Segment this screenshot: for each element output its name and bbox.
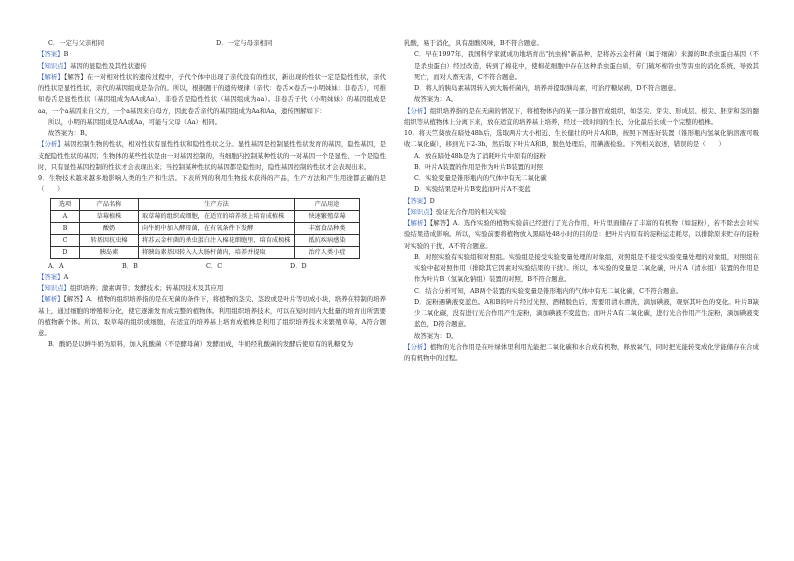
answer-value: A — [63, 272, 69, 281]
analysis-text: 基因控制生物的性状，相对性状有显性性状和隐性性状之分。显性基因是控制显性性状发育的基因，隐性基因，是支配隐性性状的基因；生物体的某些性状是由一对基因控制的，当细胞内控制某种性状的一对基因一个是显性、一个是隐性时，只有显性基因控制的性状才会表现出来；当控制某种性状的基因都是隐性时，隐性基因控制的性状才会表现出来。 — [38, 140, 387, 171]
q10-analysis — [404, 342, 759, 365]
q9-explanation-continued: 乳酸，易于消化，具有甜酸风味，B不符合题意。 — [404, 39, 543, 47]
table-cell: C — [51, 234, 80, 246]
q8-answer — [38, 49, 386, 60]
table-row — [51, 222, 360, 234]
explanation-tag: 【解析】 — [404, 219, 430, 227]
q10-option-d: D．实验结果是叶片B变蓝而叶片A不变蓝 — [414, 185, 531, 194]
q9-option-c: C．C — [206, 261, 223, 270]
q9-explanation-d: D．将人的胰岛素基因转入到大肠杆菌内，培养并提取胰岛素，可治疗糖尿病，D不符合题意。 — [414, 84, 680, 92]
q9-answer — [38, 272, 386, 283]
q9-explanation-c: C．早在1997年，我国科学家就成功地培育出"抗虫棉"新品种，是将苏云金杆菌（属于细菌）来源的Bt杀虫蛋白基因（不是杀虫蛋白）经过改造，转到了棉花中，使棉花细胞中存在这种杀虫蛋白质，专门破坏棉铃虫等害虫的消化系统，导致其死亡，而对人畜无害，C不符合题意。 — [414, 50, 759, 81]
q9-final-answer: 故答案为：A。 — [414, 95, 457, 104]
knowledge-text: 验证光合作用的相关实验 — [435, 207, 507, 216]
table-cell: 快速繁殖草莓 — [295, 210, 360, 222]
q9-option-a: A．A — [48, 261, 64, 270]
q10-explanation-3: C．结合分析可知，AB两个装置的实验变量是锥形瓶内的气体中有无二氧化碳，C不符合题意。 — [414, 286, 683, 295]
q8-option-c: C．一定与父亲相同 — [48, 39, 105, 47]
q9-stem: 9．生物技术越来越多地影响人类的生产和生活。下表所列的利用生物技术获得的产品，生产方法和产生用途都正确的是（ ） — [38, 174, 386, 194]
table-cell: D — [51, 246, 80, 258]
answer-tag: 【答案】 — [404, 196, 430, 205]
table-header-cell: 产品用途 — [295, 198, 360, 210]
q8-options — [38, 38, 386, 49]
q8-option-d: D．一定与母亲相同 — [216, 39, 273, 47]
knowledge-tag: 【知识点】 — [404, 207, 436, 216]
explanation-text: 【解答】A．植物的组织培养指的是在无菌的条件下，将植物的茎尖、茎段或是叶片等切成小块，培养在特制的培养基上，通过细胞的增殖和分化，使它逐渐发育成完整的植物体。利用组织培养技术，可以在短时间内大批量的培育出所需要的植物新个体。所以，取草莓的组织或细胞，在适宜的培养基上培育成植株是利用了组织培养技术来繁殖草莓，A符合题意。 — [38, 295, 387, 337]
q10-option-a: A．放在暗处48h是为了消耗叶片中原有的淀粉 — [414, 151, 546, 160]
explanation-text: 【解答】A．选作实验的植物实验前已经进行了光合作用，叶片里面储存了丰富的有机物（如淀粉），若不除去会对实验结果造成影响。所以，实验前要将植物放入黑暗处48小时的目的是：把叶片内原有的淀粉运走耗尽，以排除原来贮存的淀粉对实验的干扰，A不符合题意。 — [404, 219, 759, 250]
table-cell: 取草莓的组织或细胞，在适宜的培养基上培育成植株 — [139, 210, 295, 222]
answer-value: B — [63, 50, 69, 59]
knowledge-text: 组织培养；激素调节；发酵技术；转基因技术及其应用 — [69, 284, 224, 292]
q10-explanation-1 — [404, 218, 759, 252]
table-row — [51, 234, 360, 246]
q9-explanation-1 — [38, 294, 386, 339]
q10-option-c: C．实验变量是锥形瓶内的气体中有无二氧化碳 — [414, 174, 547, 182]
table-cell: 治疗人类小症 — [295, 246, 360, 258]
explanation-text: 【解答】在一对相对性状的遗传过程中，子代个体中出现了亲代没有的性状，新出现的性状一定是隐性性状，亲代的性状是显性性状，亲代的基因组成是杂合的。所以，根据题干的遗传规律（亲代：卷舌×卷舌→小明妹妹：非卷舌），可推知卷舌是显性性状（基因组成为AA或Aa），非卷舌是隐性性状（基因组成为aa）。非卷舌子代（小明妹妹）的基因组成是aa，一个a基因来自父方，一个a基因来自母方，因此卷舌亲代的基因组成为Aa和Aa，遗传图解如下： — [38, 72, 386, 115]
q10-explanation-4: D．淀粉遇碘液变蓝色。A和B的叶片经过光照、酒精脱色后，需要用清水漂洗，滴加碘液，观察其叶色的变化。叶片B缺少二氧化碳，没有进行光合作用产生淀粉，滴加碘液不变蓝色；而叶片A有二氧化碳，进行光合作用产生淀粉，滴加碘液变蓝色，D符合题意。 — [414, 297, 759, 329]
table-cell: 酸奶 — [80, 222, 139, 234]
q8-explanation-1 — [38, 72, 386, 117]
analysis-tag: 【分析】 — [404, 106, 430, 115]
table-header-cell: 生产方法 — [139, 198, 295, 210]
knowledge-tag: 【知识点】 — [38, 284, 70, 292]
answer-value: D — [429, 196, 435, 205]
q8-explanation-3: 故答案为：B。 — [48, 129, 92, 137]
q8-analysis — [38, 139, 386, 173]
q10-answer — [404, 196, 759, 207]
explanation-tag: 【解析】 — [38, 295, 64, 304]
q9-explanation-2: B．酸奶是以鲜牛奶为原料，加入乳酸菌（不是酵母菌）发酵而成，牛奶经乳酸菌的发酵后使原有的乳糖变为 — [48, 340, 354, 349]
table-header-cell: 选项 — [51, 198, 80, 210]
knowledge-tag: 【知识点】 — [38, 61, 70, 70]
table-cell: 向牛奶中加入酵母菌，在有氧条件下发酵 — [139, 222, 295, 234]
table-header-cell: 产品名称 — [80, 198, 139, 210]
q9-knowledge-point — [38, 283, 386, 294]
q10-final-answer: 故答案为：D。 — [414, 331, 458, 340]
table-cell: A — [51, 210, 80, 222]
table-row — [51, 210, 360, 222]
table-cell: 胰岛素 — [80, 246, 139, 258]
q8-explanation-2: 所以，小明的基因组成是AA或Aa，可能与父母（Aa）相同。 — [48, 117, 222, 126]
analysis-text: 植物的光合作用是在叶绿体里利用光能把二氧化碳和水合成有机物，释放氧气，同时把光能转变成化学能储存在合成的有机物中的过程。 — [404, 342, 760, 362]
left-column — [38, 38, 386, 351]
answer-tag: 【答案】 — [38, 50, 64, 59]
q10-stem: 10．将天竺葵放在暗处48h后，选取两片大小相近、生长健壮的叶片A和B，按照下图连好装置（锥形瓶内氢氧化钠溶液可吸收二氧化碳），移到光下2-3h，然后取下叶片A和B，脱色处理后，用碘液检验。下列相关叙述，错误的是（ ） — [404, 129, 759, 149]
table-header-row — [51, 198, 360, 210]
q9-options — [38, 261, 386, 272]
table-cell: 草莓植株 — [80, 210, 139, 222]
table-cell: B — [51, 222, 80, 234]
answer-tag: 【答案】 — [38, 272, 64, 281]
analysis-tag: 【分析】 — [404, 342, 430, 351]
q10-explanation-2: B．对照实验有实验组和对照组。实验组是接受实验变量处理的对象组，对照组是不接受实验变量处理的对象组，对照组在实验中起对照作用（排除其它因素对实验结果的干扰）。所以，本实验的变量是二氧化碳，叶片A（清水组）装置的作用是作为叶片B（氢氧化钠组）装置的对照，B不符合题意。 — [414, 252, 759, 284]
table-cell: 抵抗疾病感染 — [295, 234, 360, 246]
q10-option-b: B．叶片A装置的作用是作为叶片B装置的对照 — [414, 162, 544, 171]
q9-option-d: D．D — [290, 261, 307, 270]
right-column — [404, 38, 759, 364]
table-row — [51, 246, 360, 258]
explanation-tag: 【解析】 — [38, 72, 65, 81]
analysis-text: 组织培养指的是在无菌的情况下，将植物体内的某一部分器官或组织，如茎尖、芽尖、形成层、根尖、胚芽和茎的髓组织等从植物体上分离下来，放在适宜的培养基上培养，经过一段时间的生长、分化最后长成一个完整的植株。 — [404, 106, 760, 126]
q9-analysis — [404, 106, 759, 129]
table-cell: 转基因抗虫棉 — [80, 234, 139, 246]
q10-knowledge-point — [404, 207, 759, 218]
q9-product-table — [50, 198, 360, 259]
q9-option-b: B．B — [122, 261, 138, 270]
analysis-tag: 【分析】 — [38, 140, 64, 149]
knowledge-text: 基因的显隐性及其性状遗传 — [69, 61, 147, 70]
table-cell: 将胰岛素基因转入人大肠杆菌内，培养并提取 — [139, 246, 295, 258]
table-cell: 丰富食品种类 — [295, 222, 360, 234]
table-cell: 将苏云金杆菌的杀虫蛋白注入棉花细胞里，培育成植株 — [139, 234, 295, 246]
q8-knowledge-point — [38, 61, 386, 72]
